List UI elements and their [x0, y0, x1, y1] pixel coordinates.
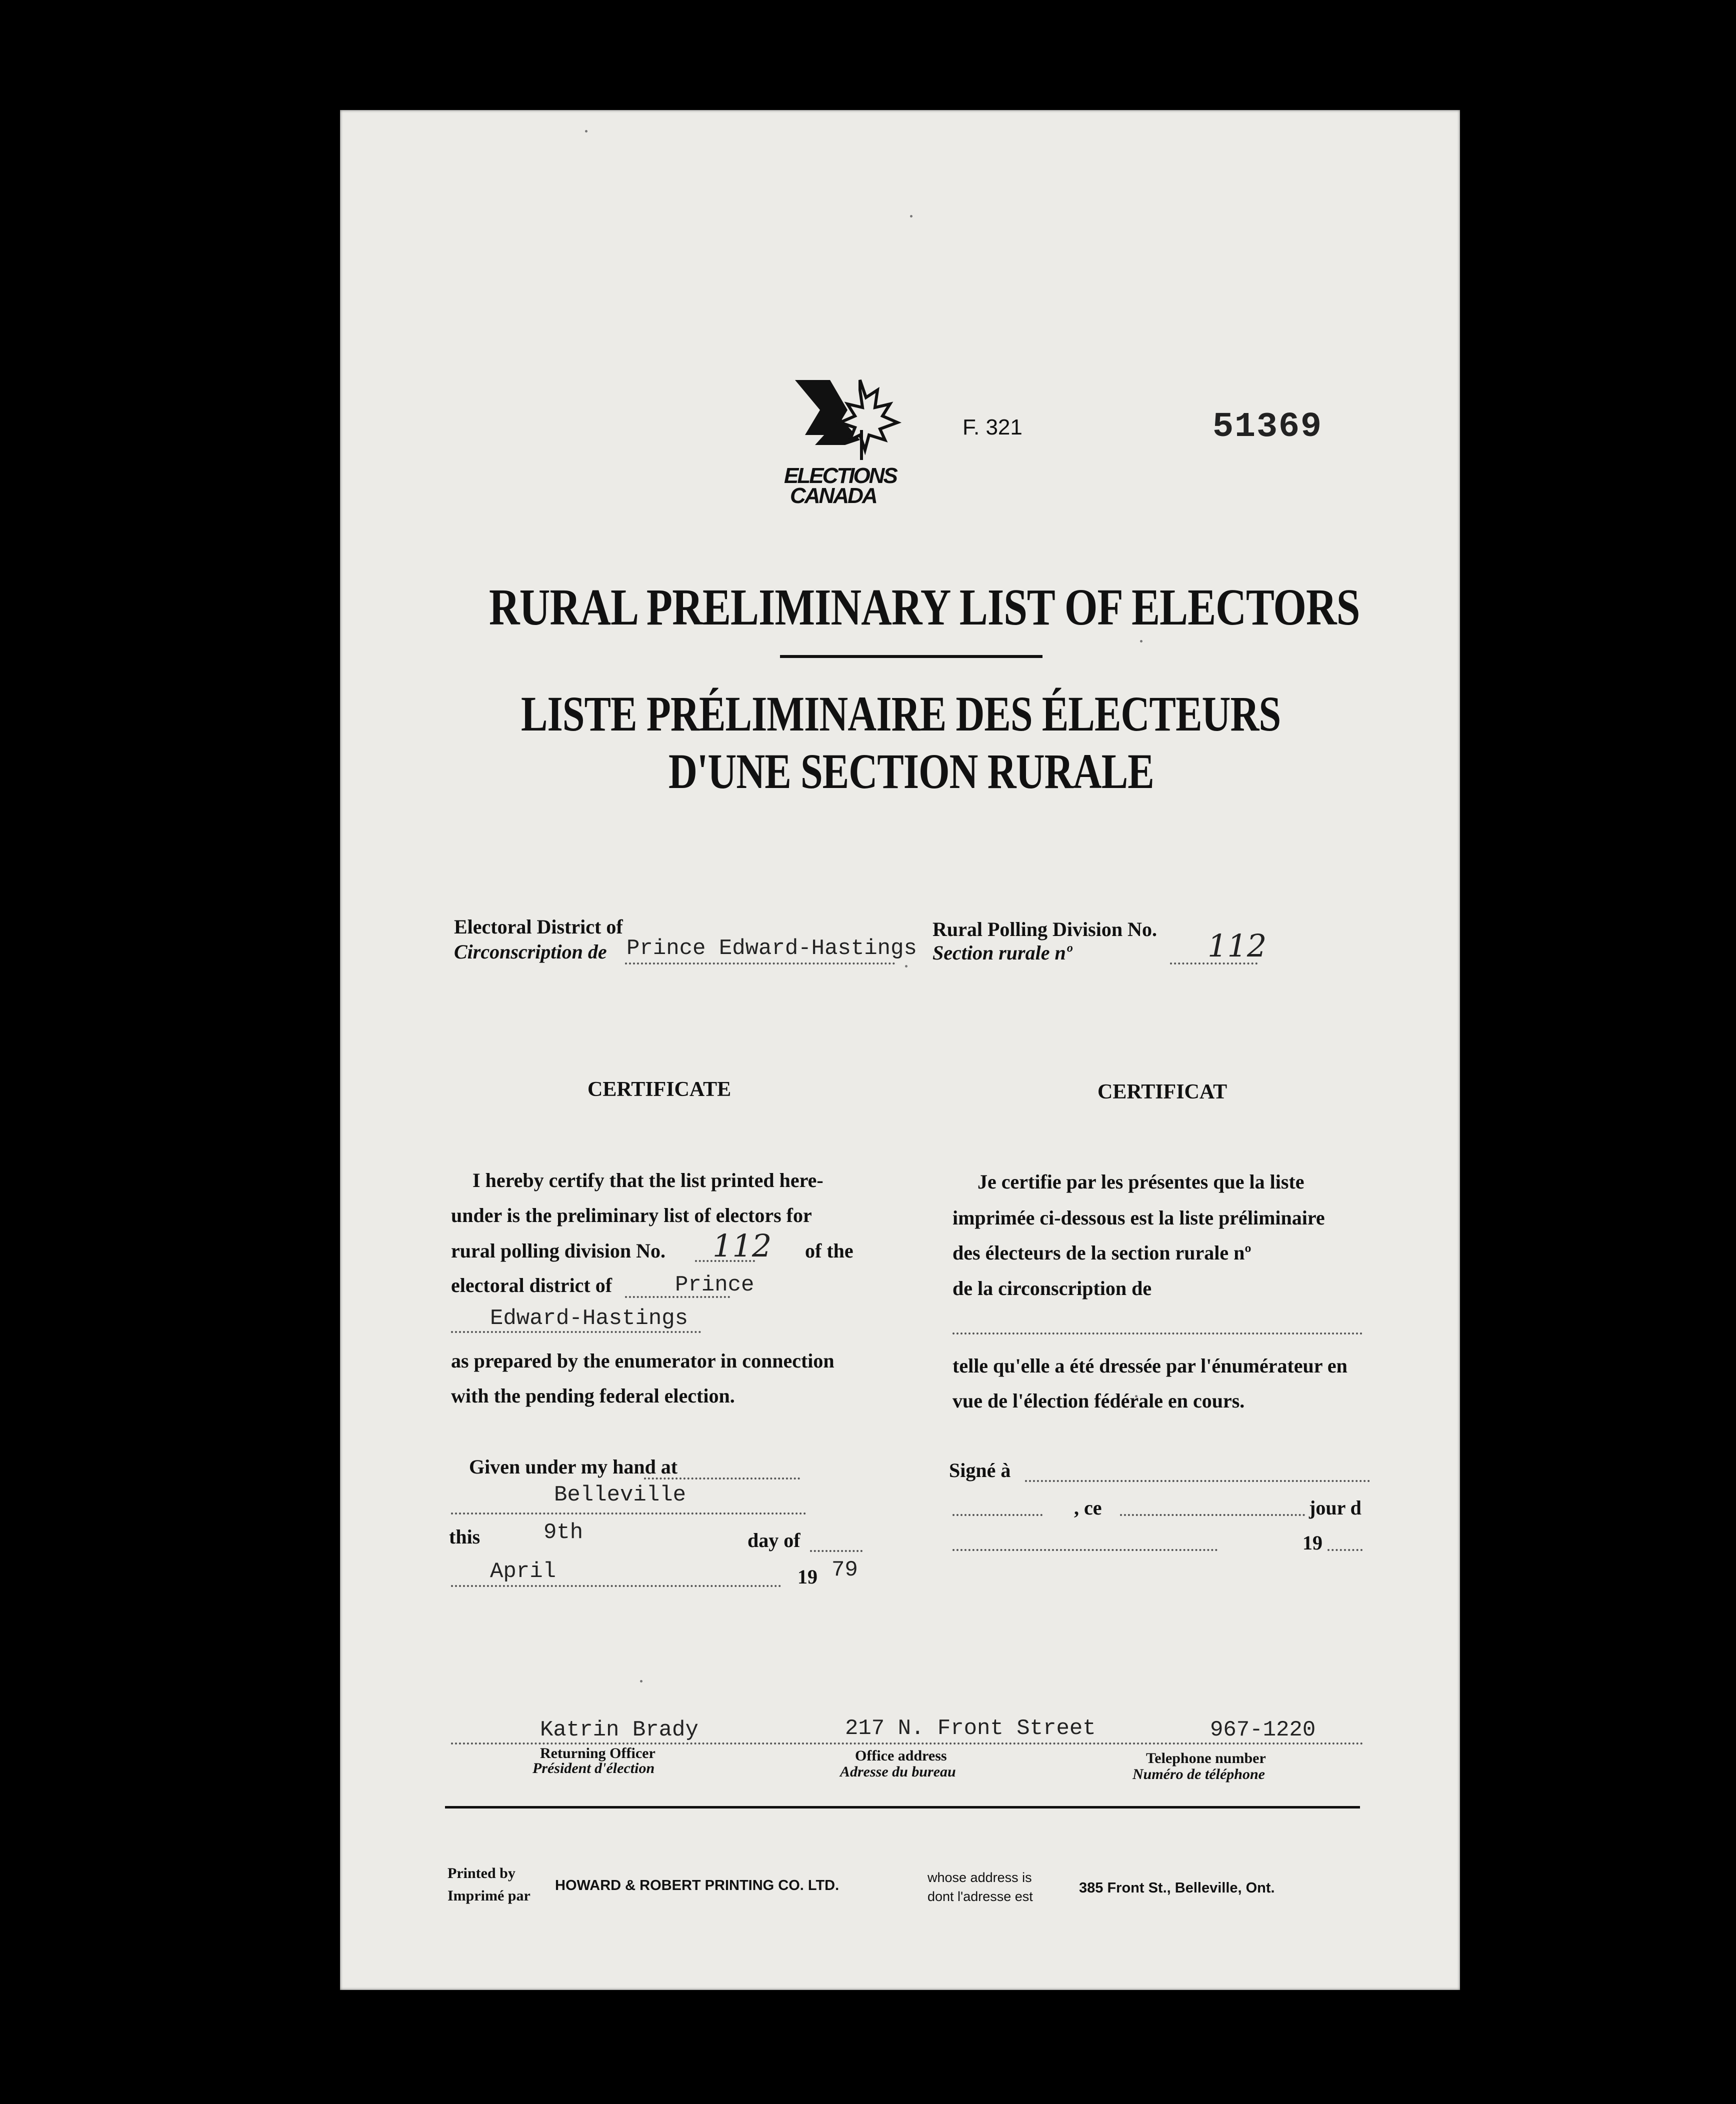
ce-dotline1 [952, 1514, 1042, 1516]
address-label-en: Office address [855, 1748, 947, 1764]
month-fr-dotline [952, 1549, 1218, 1551]
printer-name: HOWARD & ROBERT PRINTING CO. LTD. [555, 1878, 840, 1894]
office-address-value: 217 N. Front Street [845, 1716, 1096, 1741]
district-dotline [625, 962, 895, 964]
month-dotline [451, 1585, 781, 1587]
year-prefix-en: 19 [798, 1566, 818, 1588]
printed-by-en: Printed by [448, 1865, 516, 1882]
officer-label-en: Returning Officer [540, 1745, 656, 1762]
cert-fr-line1: Je certifie par les présentes que la liste [978, 1170, 1304, 1193]
cert-fr-line2: imprimée ci-dessous est la liste préliminaire [952, 1206, 1325, 1229]
district-label-en: Electoral District of [454, 916, 623, 938]
cert-en-line2: under is the preliminary list of electors for [451, 1204, 812, 1226]
form-number: F. 321 [962, 415, 1022, 440]
footer-rule [445, 1806, 1360, 1808]
month-value: April [490, 1559, 556, 1584]
district-value: Prince Edward-Hastings [626, 936, 917, 961]
given-value: Belleville [554, 1482, 686, 1508]
day-of-label: day of [748, 1529, 800, 1552]
given-dotline1 [644, 1478, 800, 1480]
cert-en-line5: as prepared by the enumerator in connection [451, 1350, 834, 1372]
year-prefix-fr: 19 [1302, 1532, 1322, 1554]
day-value: 9th [544, 1520, 584, 1545]
cert-en-line4-label: electoral district of [451, 1274, 612, 1296]
serial-number: 51369 [1212, 408, 1323, 447]
cert-en-division-value: 112 [712, 1228, 772, 1264]
day-of-dotline [810, 1550, 862, 1552]
ce-label: , ce [1074, 1496, 1102, 1519]
phone-label-en: Telephone number [1146, 1750, 1266, 1766]
certificate-heading-fr: CERTIFICAT [1098, 1080, 1228, 1104]
cert-fr-line3: des électeurs de la section rurale nº [952, 1242, 1252, 1264]
title-english: RURAL PRELIMINARY LIST OF ELECTORS [489, 578, 1360, 636]
phone-value: 967-1220 [1210, 1718, 1316, 1742]
year-value: 79 [832, 1558, 858, 1582]
printed-by-fr: Imprimé par [448, 1888, 530, 1904]
cert-en-line3-before: rural polling division No. [451, 1240, 666, 1262]
whose-address-fr: dont l'adresse est [928, 1889, 1033, 1904]
speck [905, 965, 908, 968]
speck [1140, 640, 1142, 642]
officer-name: Katrin Brady [540, 1718, 698, 1742]
speck [910, 215, 912, 218]
cert-en-district-value2: Edward-Hastings [490, 1306, 688, 1331]
division-label-fr: Section rurale nº [932, 942, 1072, 964]
logo-line-2: CANADA [790, 484, 876, 508]
address-label-fr: Adresse du bureau [840, 1764, 956, 1780]
cert-fr-line5: telle qu'elle a été dressée par l'énumérateur en [952, 1354, 1348, 1377]
cert-fr-district-dotline [952, 1332, 1362, 1334]
given-dotline2 [451, 1512, 806, 1514]
printer-address: 385 Front St., Belleville, Ont. [1079, 1880, 1275, 1896]
jour-label: jour d [1309, 1496, 1362, 1519]
signe-label: Signé à [949, 1459, 1011, 1482]
year-fr-dotline [1328, 1549, 1362, 1551]
cert-en-district-value1: Prince [675, 1272, 754, 1298]
whose-address-en: whose address is [928, 1870, 1032, 1885]
ce-dotline2 [1120, 1514, 1305, 1516]
given-label: Given under my hand at [469, 1456, 678, 1478]
title-french-line1: LISTE PRÉLIMINAIRE DES ÉLECTEURS [521, 686, 1281, 742]
division-value: 112 [1208, 928, 1267, 964]
title-divider [780, 655, 1042, 658]
cert-en-line3-after: of the [805, 1240, 854, 1262]
cert-fr-line4: de la circonscription de [952, 1277, 1152, 1300]
division-label-en: Rural Polling Division No. [932, 918, 1157, 940]
cert-fr-line6: vue de l'élection fédérale en cours. [952, 1390, 1245, 1412]
certificate-heading-en: CERTIFICATE [588, 1078, 732, 1101]
speck [640, 1680, 642, 1682]
speck [585, 130, 588, 132]
title-french-line2: D'UNE SECTION RURALE [668, 744, 1154, 799]
cert-en-line6: with the pending federal election. [451, 1384, 735, 1407]
form-sheet [340, 110, 1460, 1990]
district-label-fr: Circonscription de [454, 940, 607, 963]
cert-en-line1: I hereby certify that the list printed here- [472, 1169, 824, 1192]
signe-dotline [1025, 1480, 1370, 1482]
this-label: this [449, 1526, 480, 1548]
logo-text [784, 466, 896, 506]
logo-line-1: ELECTIONS [784, 464, 896, 488]
cert-en-district-dotline2 [451, 1331, 701, 1333]
signature-dotline [451, 1742, 1364, 1744]
phone-label-fr: Numéro de téléphone [1132, 1766, 1265, 1782]
elections-canada-logo-icon [785, 370, 905, 470]
officer-label-fr: Président d'élection [532, 1760, 655, 1776]
